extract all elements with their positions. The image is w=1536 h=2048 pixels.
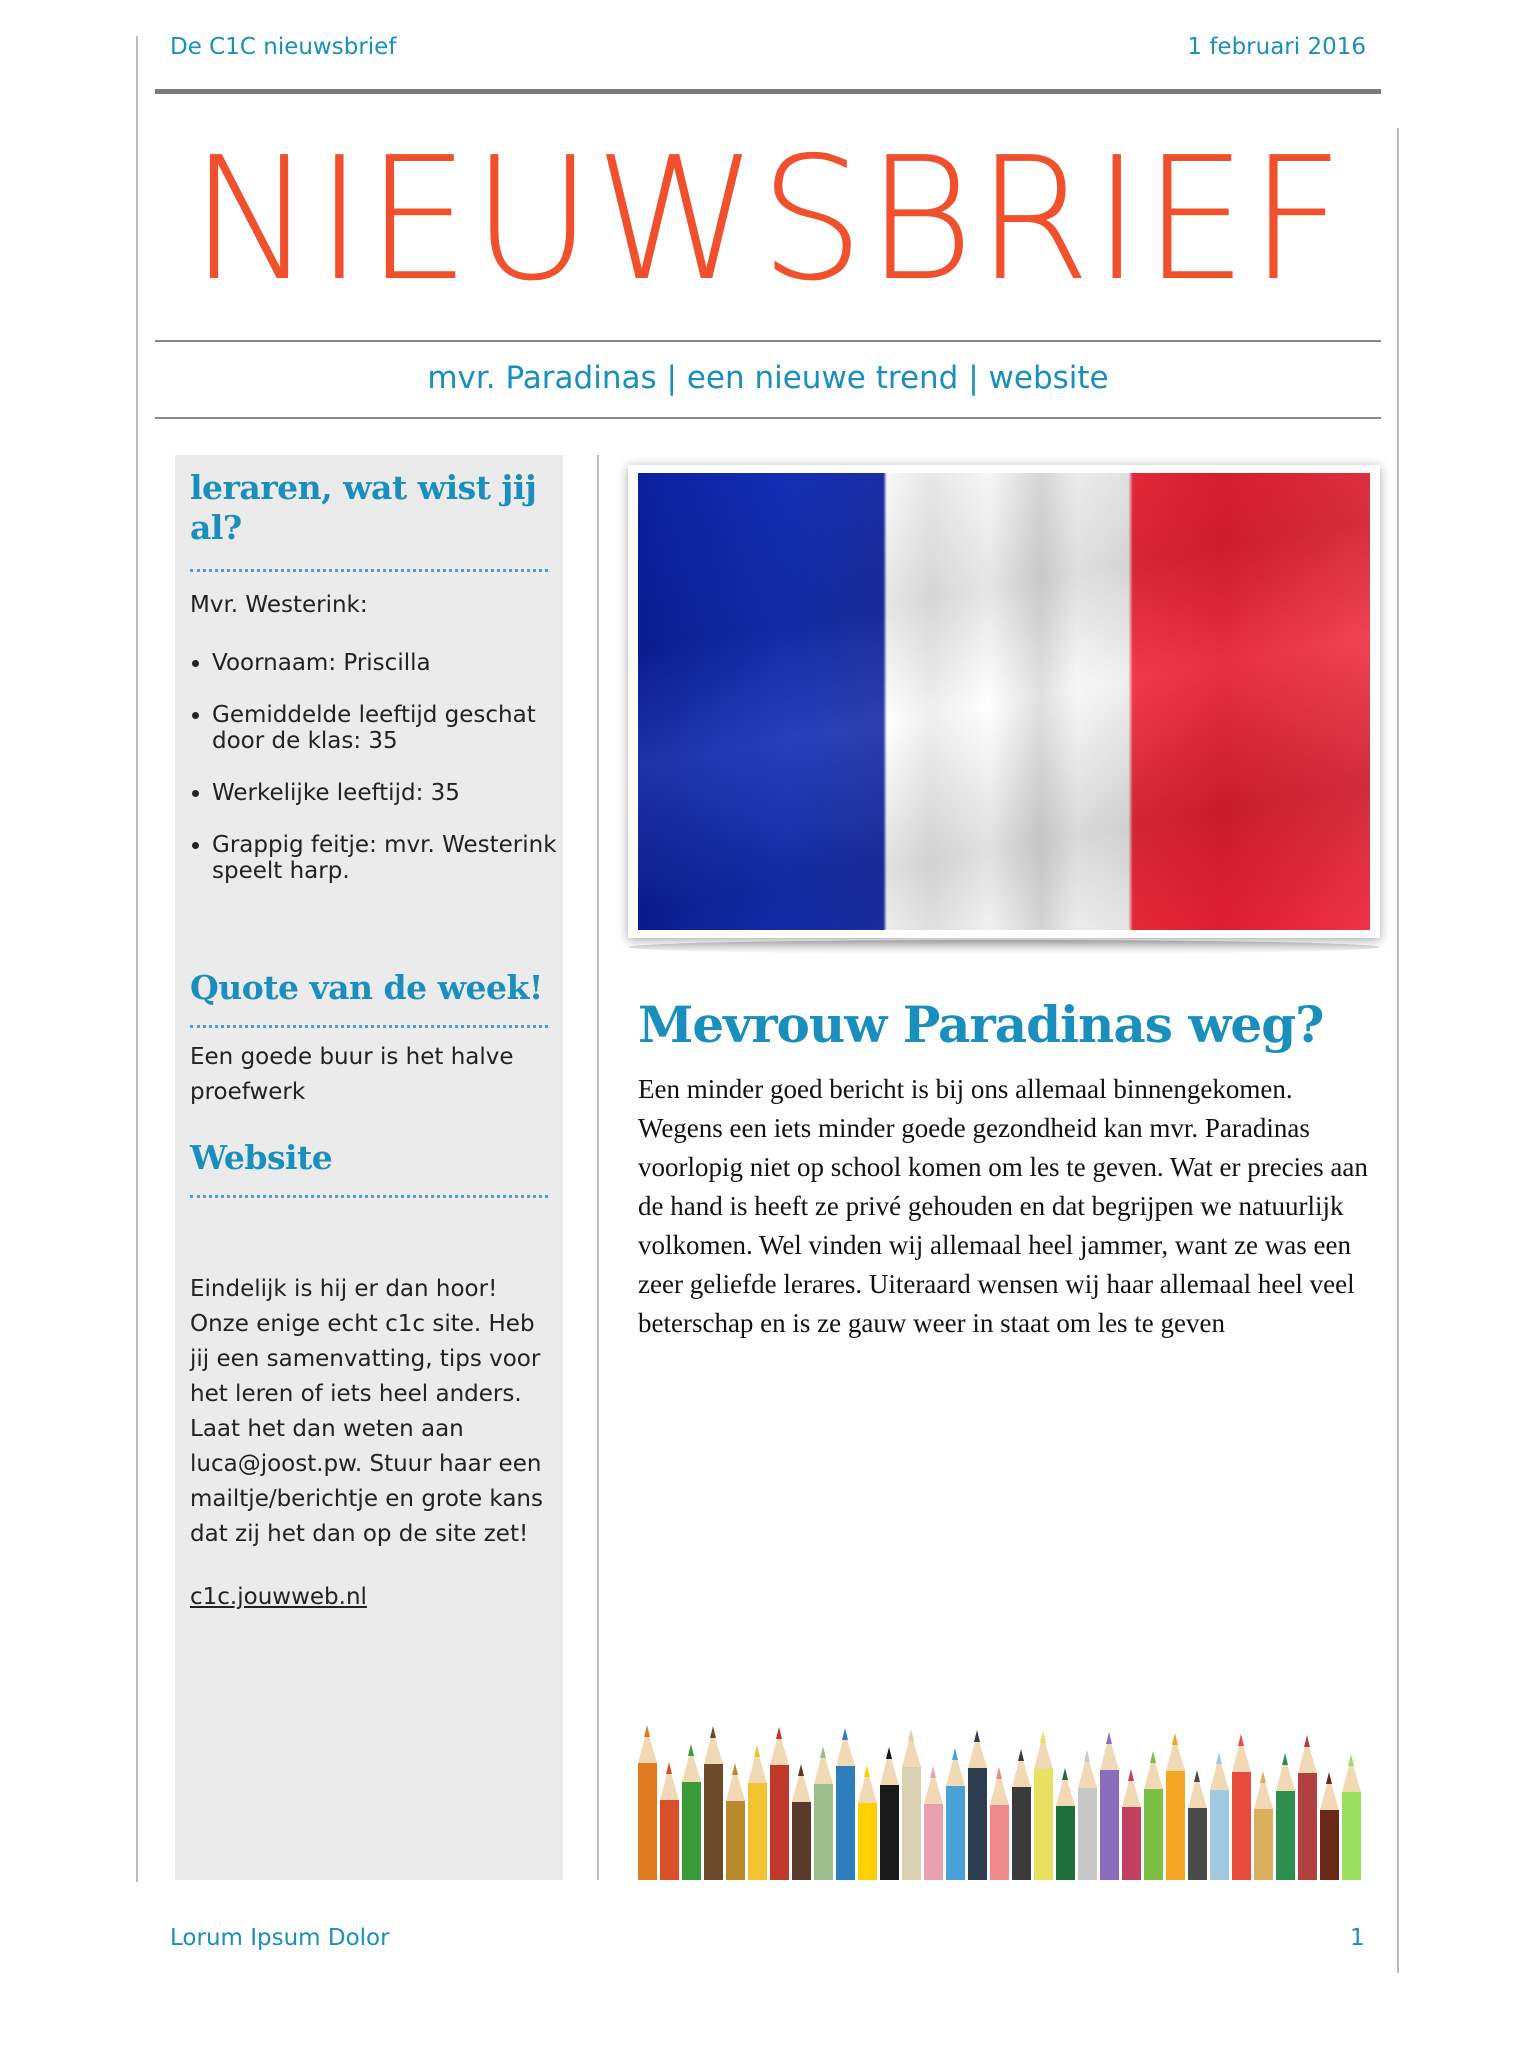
teacher-facts-list [190, 650, 560, 910]
page-number: 1 [1350, 1925, 1365, 1951]
pencil [1122, 1769, 1141, 1880]
pencil [1144, 1751, 1163, 1880]
list-item: Grappig feitje: mvr. Westerink speelt harp. [190, 832, 560, 884]
page-border-left [136, 36, 138, 1882]
quote-text: Een goede buur is het halve proefwerk [190, 1044, 514, 1105]
pencil [1100, 1732, 1119, 1880]
sidebar-heading-quote: Quote van de week! [190, 968, 543, 1007]
pencil [1166, 1733, 1185, 1880]
footer-text: Lorum Ipsum Dolor [170, 1925, 390, 1951]
nav-separator: | [968, 360, 979, 396]
pencil [1034, 1731, 1053, 1880]
list-item: Werkelijke leeftijd: 35 [190, 780, 560, 806]
pencil [1320, 1772, 1339, 1880]
nav-bar [155, 360, 1381, 396]
article-body: Een minder goed bericht is bij ons allemaal binnengekomen. Wegens een iets minder goede gezondheid kan mvr. Paradinas voorlopig niet op school komen om les te geven. Wat er precies aan de hand is heeft ze privé gehouden en dat begrijpen we natuurlijk volkomen. Wel vinden wij allemaal heel jammer, want ze was een zeer geliefde lerares. Uiteraard wensen wij haar allemaal heel veel beterschap en is ze gauw weer in staat om les te geven [638, 1074, 1368, 1338]
pencil [638, 1725, 657, 1880]
pencil [1188, 1770, 1207, 1880]
nav-rule-bottom [155, 417, 1381, 419]
pencil [814, 1746, 833, 1880]
pencil [1254, 1771, 1273, 1880]
pencil [880, 1747, 899, 1880]
website-text: Eindelijk is hij er dan hoor! Onze enige echt c1c site. Heb jij een samenvatting, tips voor het leren of iets heel anders. Laat het dan weten aan luca@joost.pw. Stuur haar een mailtje/berichtje en grote kans dat zij het dan op de site zet! [190, 1276, 543, 1547]
pencil [1276, 1753, 1295, 1880]
pencil [792, 1764, 811, 1880]
pencil [770, 1727, 789, 1880]
issue-date: 1 februari 2016 [1187, 34, 1366, 60]
article-title: Mevrouw Paradinas weg? [638, 995, 1324, 1054]
flag-fabric [638, 473, 1370, 930]
flag-shading [638, 473, 1370, 930]
pencil [1078, 1750, 1097, 1880]
nav-item-trend[interactable]: een nieuwe trend [686, 360, 959, 396]
list-item: Gemiddelde leeftijd geschat door de klas: 35 [190, 702, 560, 754]
nav-item-paradinas[interactable]: mvr. Paradinas [427, 360, 657, 396]
pencil [836, 1728, 855, 1880]
pencil [1056, 1768, 1075, 1880]
nav-item-website[interactable]: website [988, 360, 1109, 396]
colored-pencils-image [636, 1700, 1362, 1880]
sidebar-heading-teachers: leraren, wat wist jij al? [190, 468, 537, 547]
pencil [858, 1765, 877, 1880]
masthead-title: NIEUWSBRIEF [189, 121, 1347, 319]
page-border-right [1397, 128, 1399, 1973]
list-item: Voornaam: Priscilla [190, 650, 560, 676]
pencil [1298, 1735, 1317, 1880]
pencil [682, 1744, 701, 1880]
website-link[interactable]: c1c.jouwweb.nl [190, 1584, 367, 1610]
pencil [1232, 1734, 1251, 1880]
pencil [748, 1745, 767, 1880]
nav-rule-top [155, 340, 1381, 342]
column-divider [597, 455, 599, 1880]
sidebar-intro: Mvr. Westerink: [190, 592, 368, 618]
pencil [726, 1763, 745, 1880]
pencil [968, 1730, 987, 1880]
website-link-row [190, 1580, 555, 1615]
pencil [1342, 1754, 1361, 1880]
nav-separator: | [666, 360, 677, 396]
flag-shadow [628, 940, 1380, 954]
dotted-divider [190, 1195, 548, 1198]
french-flag-image [628, 465, 1380, 938]
sidebar-heading-website: Website [190, 1138, 333, 1177]
header-rule [155, 89, 1381, 94]
pencil [924, 1766, 943, 1880]
pencil [946, 1748, 965, 1880]
pencil [902, 1729, 921, 1880]
pencil [660, 1762, 679, 1880]
pencil [1210, 1752, 1229, 1880]
pencil [1012, 1749, 1031, 1880]
pencil [704, 1726, 723, 1880]
dotted-divider [190, 1025, 548, 1028]
newsletter-name: De C1C nieuwsbrief [170, 34, 397, 60]
dotted-divider [190, 569, 548, 572]
pencil [990, 1767, 1009, 1880]
